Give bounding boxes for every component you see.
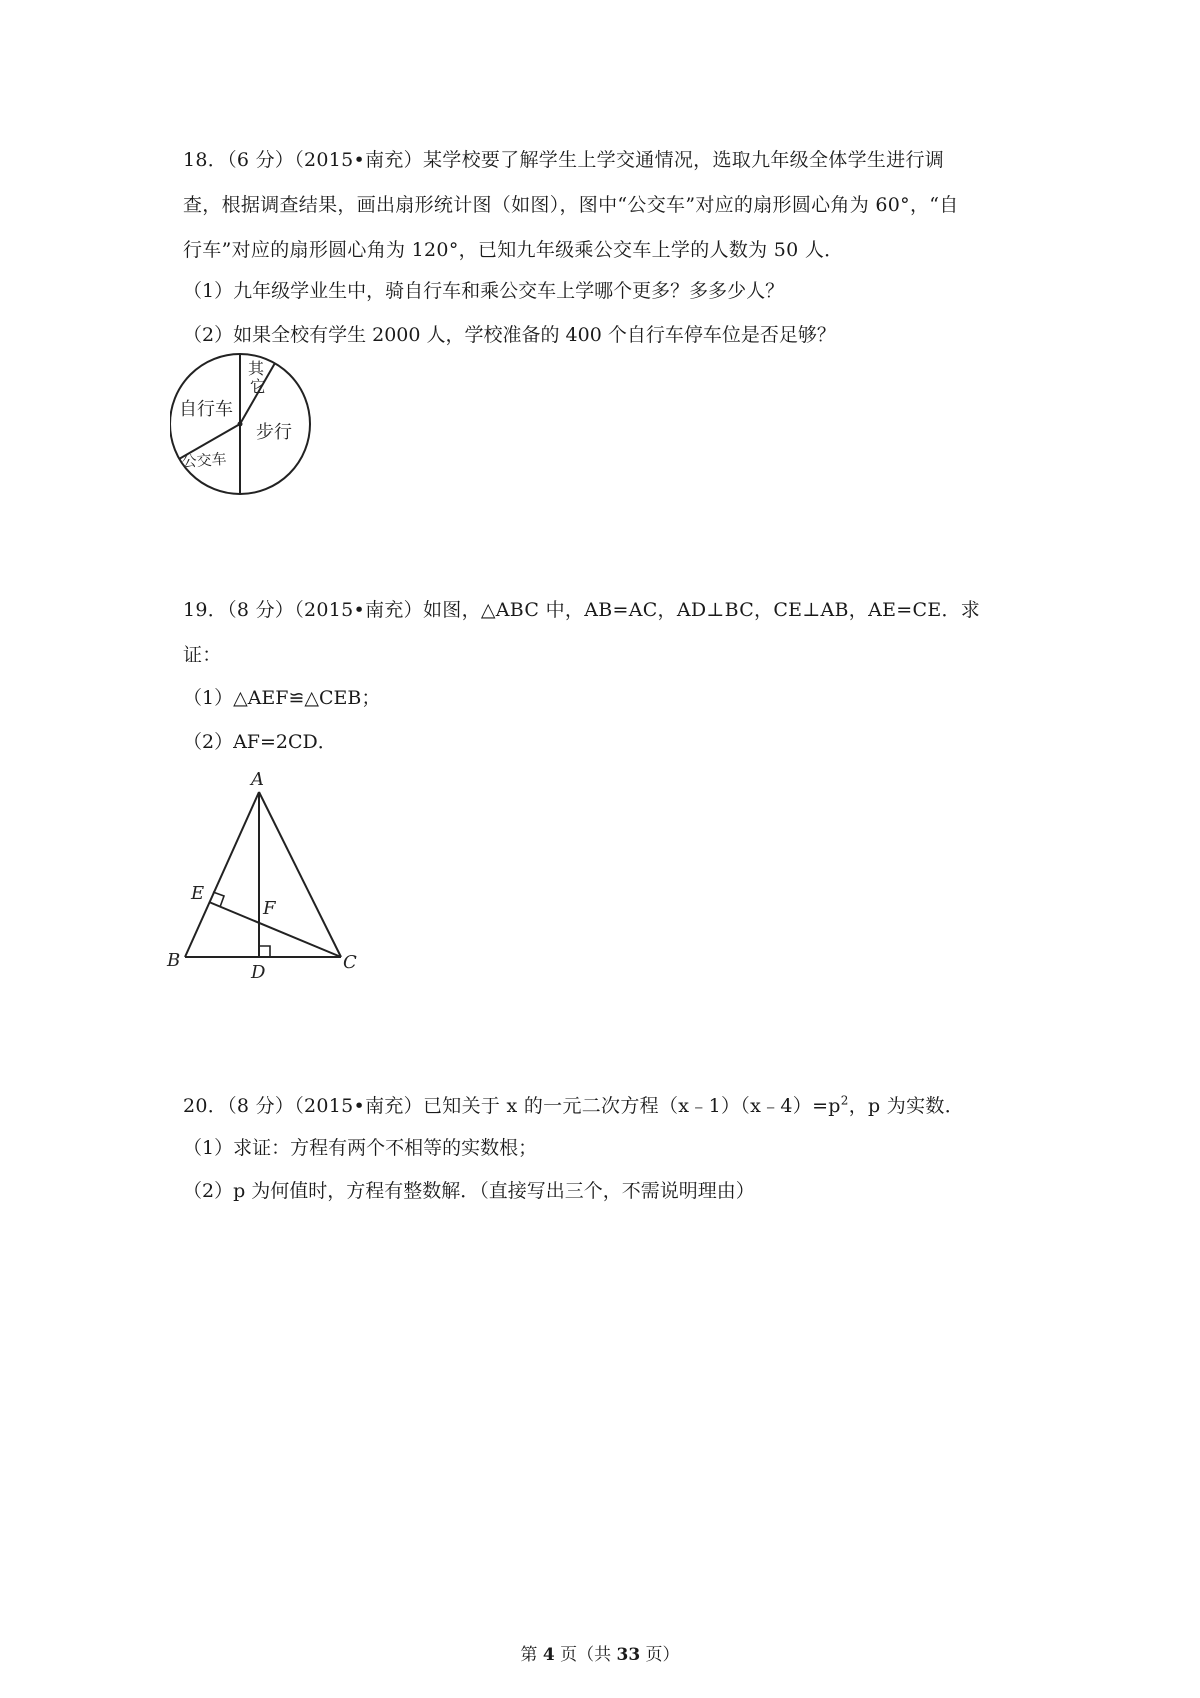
q20-part-1: （1）求证：方程有两个不相等的实数根； [183,1137,538,1159]
footer-middle: 页（共 [554,1645,617,1665]
page-footer [0,1640,1200,1665]
q18-pie-chart [170,350,315,500]
q18-part-1: （1）九年级学业生中，骑自行车和乘公交车上学哪个更多？多多少人？ [183,280,785,302]
point-label-a: A [251,769,264,790]
pie-label-other-top: 其 [248,359,265,378]
q20-part-2: （2）p 为何值时，方程有整数解．（直接写出三个，不需说明理由） [183,1180,755,1202]
q18-line-1: 18．（6 分）（2015•南充）某学校要了解学生上学交通情况，选取九年级全体学生进行调 [183,149,945,171]
footer-page-number: 4 [542,1645,555,1665]
point-label-b: B [167,950,181,971]
q19-line-2: 证： [183,644,222,666]
segment-ab [185,792,259,957]
pie-center-dot [238,422,243,427]
footer-total-pages: 33 [616,1645,641,1665]
pie-label-other-bottom: 它 [250,377,267,396]
footer-suffix: 页） [640,1645,680,1665]
q19-part-1: （1）△AEF≌△CEB； [183,687,381,709]
q19-triangle-figure [165,768,365,983]
point-label-d: D [251,962,266,983]
q18-line-2: 查，根据调查结果，画出扇形统计图（如图），图中“公交车”对应的扇形圆心角为 60°，“自 [183,194,959,216]
point-label-c: C [343,952,357,973]
q20-line-1-text: 20．（8 分）（2015•南充）已知关于 x 的一元二次方程（x﹣1）（x﹣4）=p [183,1095,841,1117]
point-label-f: F [263,898,276,919]
q20-exponent: 2 [840,1093,849,1108]
q18-line-3: 行车”对应的扇形圆心角为 120°，已知九年级乘公交车上学的人数为 50 人． [183,239,844,261]
pie-label-walk: 步行 [256,422,292,443]
q19-part-2: （2）AF=2CD． [183,731,337,753]
q18-part-2: （2）如果全校有学生 2000 人，学校准备的 400 个自行车停车位是否足够？ [183,324,836,346]
footer-prefix: 第 [520,1645,543,1665]
pie-label-bike: 自行车 [179,399,233,420]
pie-label-bus: 公交车 [181,449,228,471]
point-label-e: E [191,883,205,904]
q20-line-1 [183,1091,964,1118]
right-angle-mark-d [259,946,270,957]
q20-line-1-suffix: ，p 为实数． [848,1095,965,1117]
segment-ac [259,792,341,957]
q19-line-1: 19．（8 分）（2015•南充）如图，△ABC 中，AB=AC，AD⊥BC，CE⊥AB，AE=CE．求 [183,599,981,621]
